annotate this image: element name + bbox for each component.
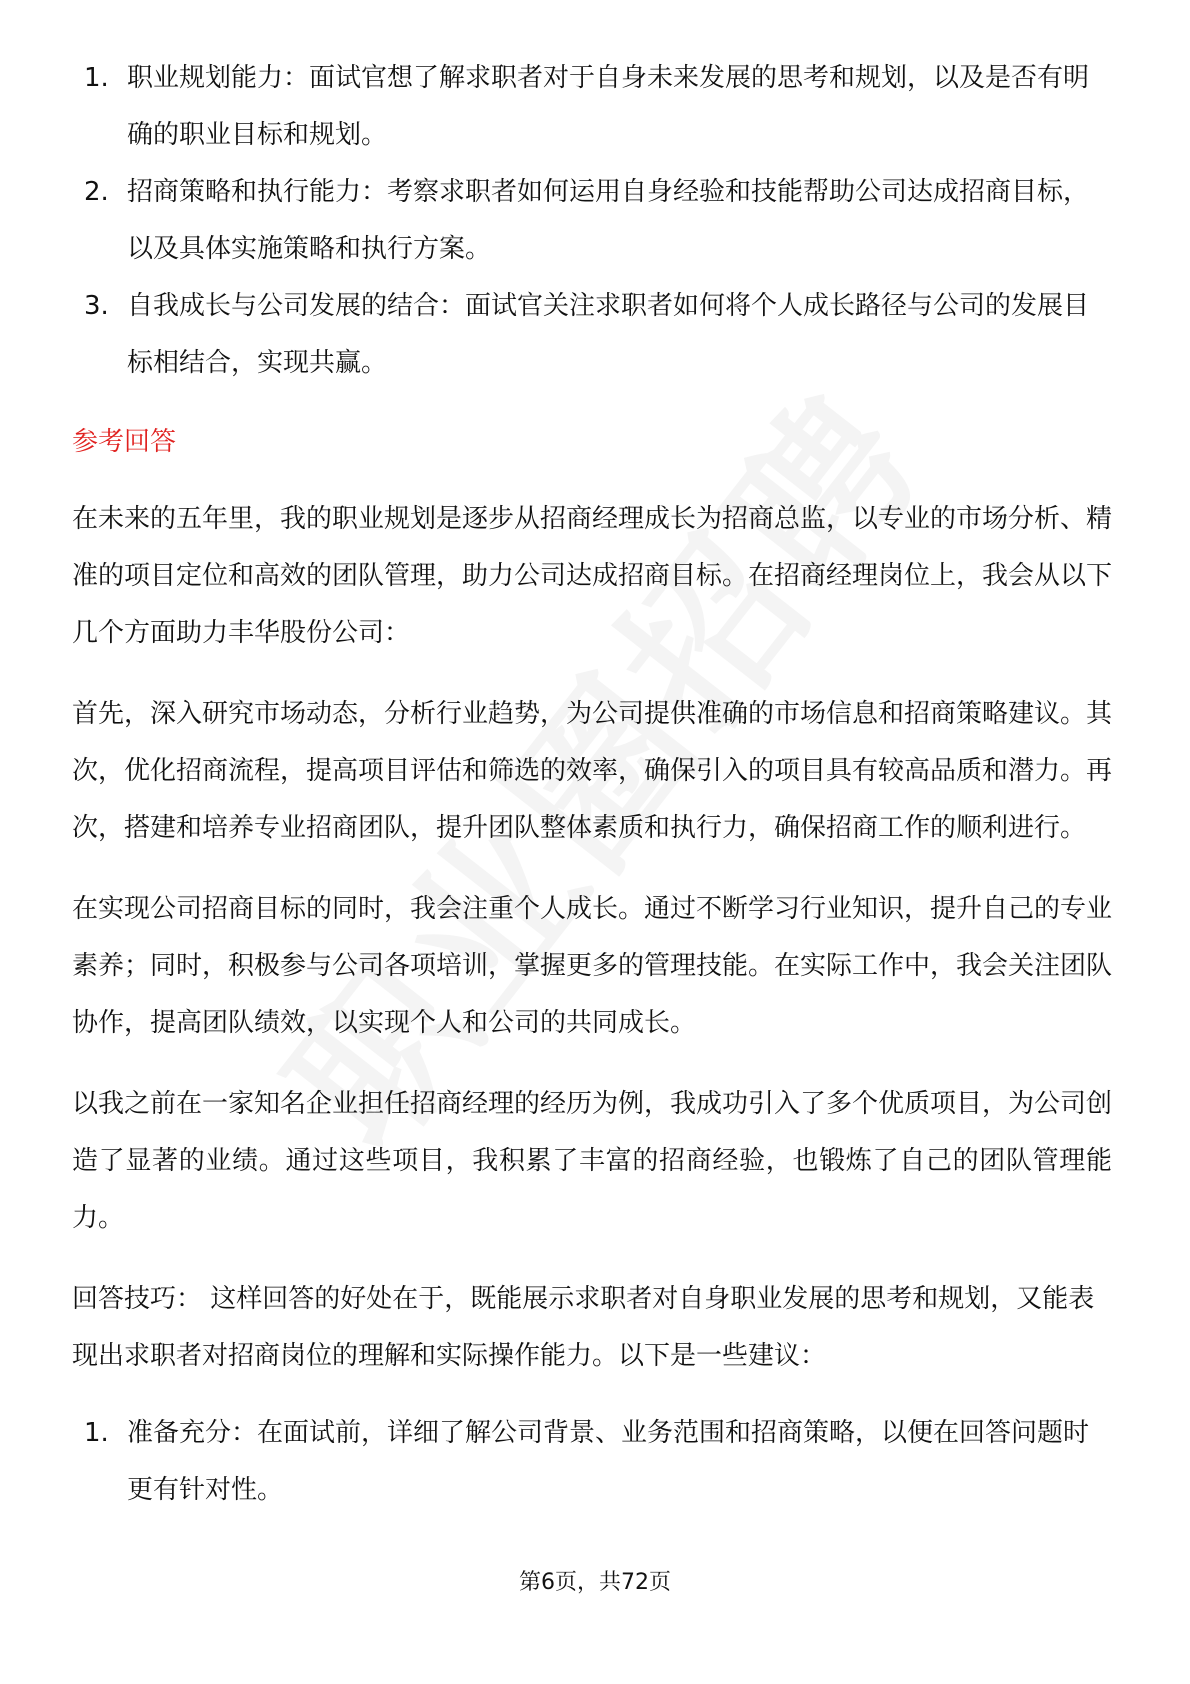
list-text: 自我成长与公司发展的结合：面试官关注求职者如何将个人成长路径与公司的发展目标相结合，实现共赢。 [127, 291, 1090, 378]
list-item [72, 1405, 1112, 1519]
paragraph: 首先，深入研究市场动态，分析行业趋势，为公司提供准确的市场信息和招商策略建议。其次，优化招商流程，提高项目评估和筛选的效率，确保引入的项目具有较高品质和潜力。再次，搭建和培养专业招商团队，提升团队整体素质和执行力，确保招商工作的顺利进行。 [72, 699, 1113, 843]
paragraph: 在实现公司招商目标的同时，我会注重个人成长。通过不断学习行业知识，提升自己的专业素养；同时，积极参与公司各项培训，掌握更多的管理技能。在实际工作中，我会关注团队协作，提高团队绩效，以实现个人和公司的共同成长。 [72, 894, 1113, 1038]
list-number: 1. [84, 63, 109, 93]
list-text: 准备充分：在面试前，详细了解公司背景、业务范围和招商策略，以便在回答问题时更有针对性。 [127, 1418, 1090, 1505]
list-number: 3. [84, 291, 109, 321]
page-footer: 第6页，共72页 [519, 1570, 671, 1595]
paragraph: 以我之前在一家知名企业担任招商经理的经历为例，我成功引入了多个优质项目，为公司创造了显著的业绩。通过这些项目，我积累了丰富的招商经验，也锻炼了自己的团队管理能力。 [72, 1089, 1113, 1233]
intro-list [72, 50, 1112, 392]
answer-tips: 回答技巧： 这样回答的好处在于，既能展示求职者对自身职业发展的思考和规划，又能表现出求职者对招商岗位的理解和实际操作能力。以下是一些建议： [72, 1284, 1095, 1371]
content [72, 50, 1112, 1519]
list-item [72, 164, 1112, 278]
list-text: 职业规划能力：面试官想了解求职者对于自身未来发展的思考和规划，以及是否有明确的职业目标和规划。 [127, 63, 1090, 150]
paragraph: 在未来的五年里，我的职业规划是逐步从招商经理成长为招商总监，以专业的市场分析、精准的项目定位和高效的团队管理，助力公司达成招商目标。在招商经理岗位上，我会从以下几个方面助力丰华股份公司： [72, 504, 1113, 648]
list-item [72, 278, 1112, 392]
tips-list [72, 1405, 1112, 1519]
section-title: 参考回答 [72, 427, 177, 457]
list-text: 招商策略和执行能力：考察求职者如何运用自身经验和技能帮助公司达成招商目标，以及具体实施策略和执行方案。 [127, 177, 1090, 264]
list-number: 2. [84, 177, 109, 207]
list-number: 1. [84, 1418, 109, 1448]
list-item [72, 50, 1112, 164]
